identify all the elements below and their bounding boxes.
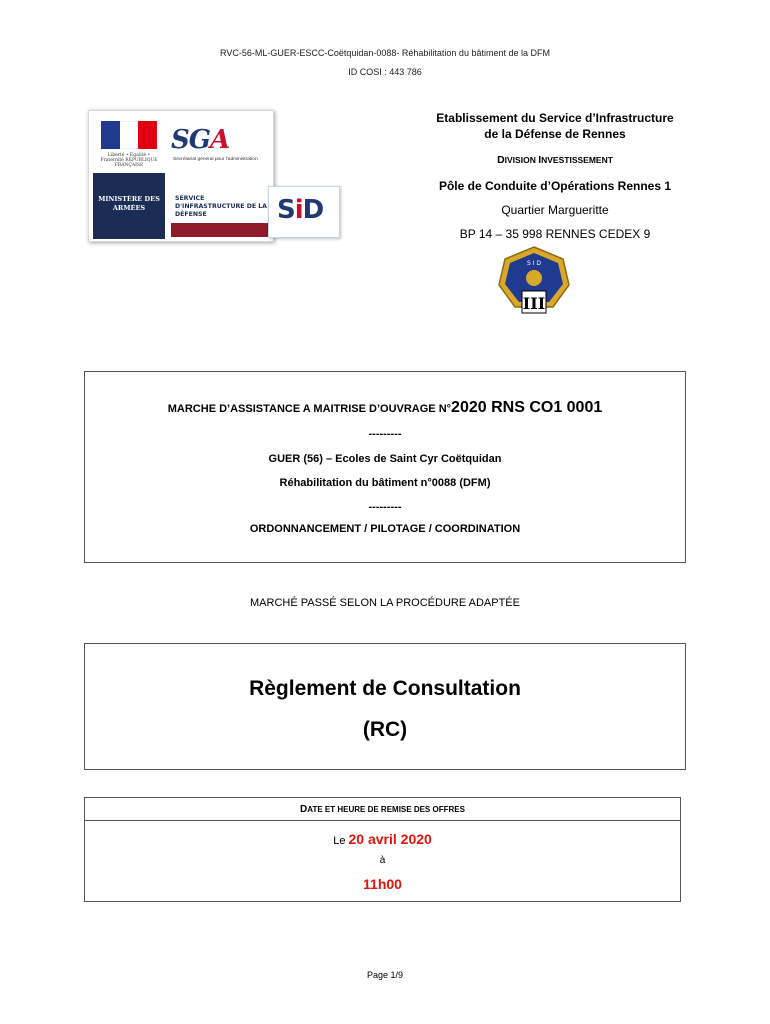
separator-2: --------- [368, 501, 402, 513]
marche-prefix: MARCHE D’ASSISTANCE A MAITRISE D’OUVRAGE N° [167, 403, 452, 415]
sid-badge-s: S [277, 195, 295, 225]
establishment-address [390, 110, 720, 242]
deadline-header-initial: D [300, 804, 308, 815]
deadline-header [85, 798, 680, 821]
postal-address: BP 14 – 35 998 RENNES CEDEX 9 [459, 227, 651, 241]
ministry-logo [88, 110, 340, 245]
deadline-a: à [379, 855, 386, 866]
marche-title [85, 399, 685, 417]
marianne-block [93, 115, 165, 239]
page-number: Page 1/9 [366, 970, 404, 980]
division-initial: D [497, 154, 505, 166]
sid-emblem-icon [497, 245, 571, 315]
procedure-text: MARCHÉ PASSÉ SELON LA PROCÉDURE ADAPTÉE [250, 597, 520, 609]
id-cosi: ID COSI : 443 786 [348, 67, 422, 77]
sid-service-text: SERVICE D'INFRASTRUCTURE DE LA DÉFENSE [175, 195, 267, 218]
sid-service-block [171, 193, 273, 229]
marche-mission: ORDONNANCEMENT / PILOTAGE / COORDINATION [249, 523, 521, 535]
document-reference: RVC-56-ML-GUER-ESCC-Coëtquidan-0088- Réhabilitation du bâtiment de la DFM [220, 48, 550, 58]
sid-badge-logo [268, 186, 340, 238]
sid-color-bar [171, 223, 275, 237]
separator-1: --------- [368, 428, 402, 440]
document-title-box [84, 643, 686, 770]
quartier-name: Quartier Margueritte [501, 203, 609, 217]
emblem-letters: S I D [526, 260, 542, 267]
marche-box [84, 371, 686, 563]
marche-object: Réhabilitation du bâtiment n°0088 (DFM) [279, 477, 491, 489]
document-abbr: (RC) [362, 718, 408, 741]
deadline-time: 11h00 [363, 876, 402, 892]
french-flag-icon [101, 121, 157, 149]
division-name [390, 152, 720, 168]
document-title: Règlement de Consultation [249, 677, 521, 700]
marche-location: GUER (56) – Ecoles de Saint Cyr Coëtquidan [268, 453, 502, 465]
emblem-numeral: III [522, 294, 546, 313]
establishment-line1: Etablissement du Service d’Infrastructure [436, 111, 674, 125]
division-rest-2: NVESTISSEMENT [541, 155, 613, 165]
republique-francaise-text: Liberté • Égalité • Fraternité RÉPUBLIQUE FRANÇAISE [100, 153, 158, 168]
sga-accent-letter: A [209, 125, 230, 155]
division-rest: IVISION [504, 155, 539, 165]
sga-letters: SG [171, 125, 210, 155]
deadline-header-rest: ATE ET HEURE DE REMISE DES OFFRES [307, 805, 465, 814]
deadline-box [84, 797, 681, 902]
sid-badge-d: D [302, 195, 324, 225]
deadline-le: Le [333, 835, 349, 847]
sga-logo [171, 125, 229, 155]
deadline-date: 20 avril 2020 [348, 831, 432, 847]
ministere-des-armees-text: MINISTÈRE DES ARMÉES [93, 173, 165, 239]
sga-subtitle: Secrétariat général pour l'administration [173, 157, 258, 162]
pole-name: Pôle de Conduite d’Opérations Rennes 1 [438, 179, 672, 193]
establishment-line2: de la Défense de Rennes [484, 127, 626, 141]
division-initial-2: I [538, 154, 542, 166]
sid-badge-i: i [294, 195, 303, 225]
emblem-center [526, 270, 542, 286]
deadline-date-line [85, 831, 680, 847]
logo-card [88, 110, 274, 242]
marche-number: 2020 RNS CO1 0001 [451, 399, 603, 416]
